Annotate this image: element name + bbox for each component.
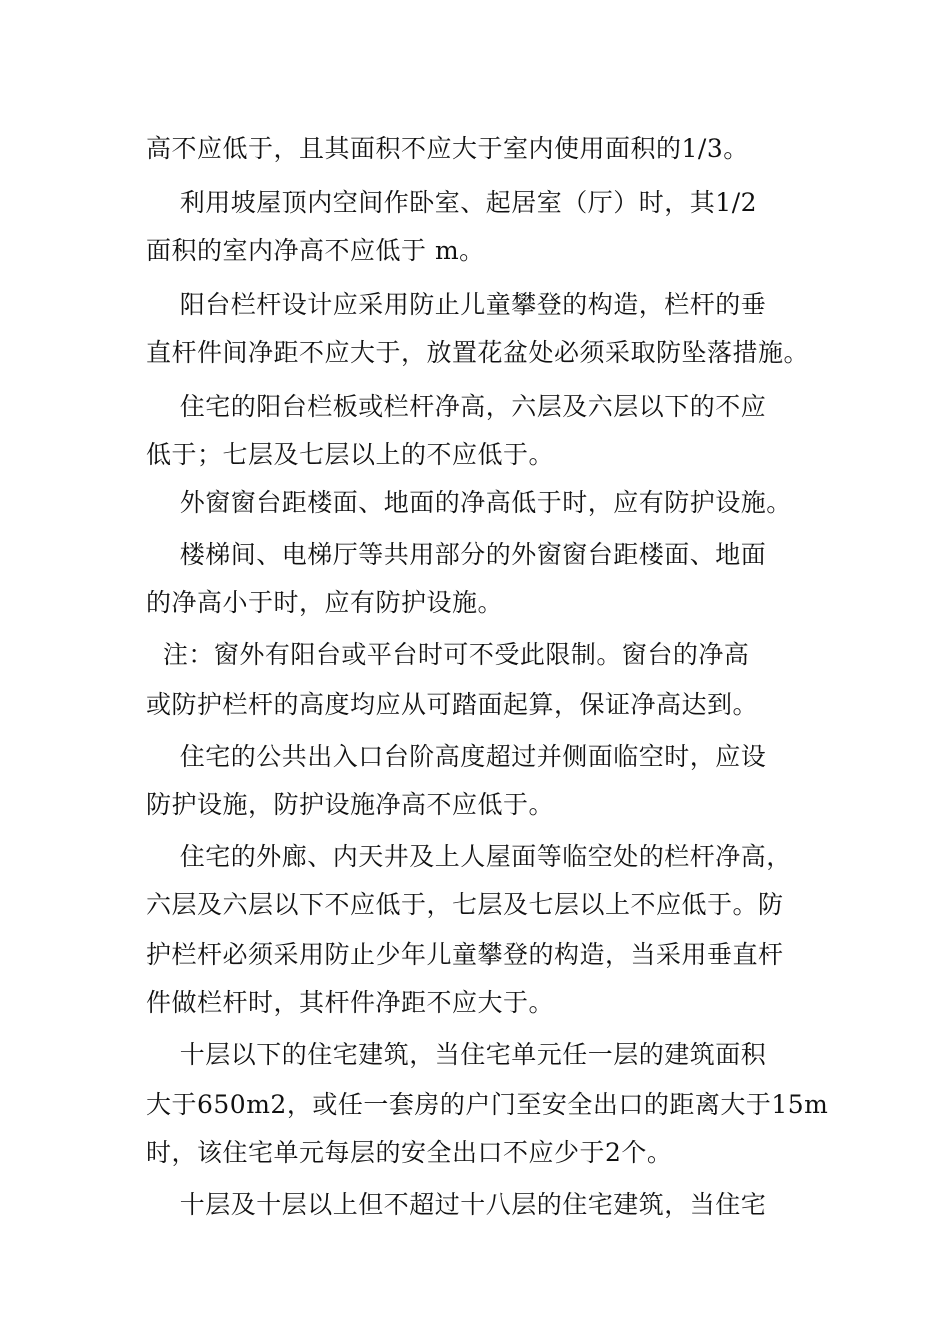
text-line: 直杆件间净距不应大于，放置花盆处必须采取防坠落措施。 xyxy=(146,338,810,367)
text-line: 的净高小于时，应有防护设施。 xyxy=(146,588,504,617)
text-line: 大于650m2，或任一套房的户门至安全出口的距离大于15m xyxy=(146,1090,829,1119)
text-line: 十层及十层以上但不超过十八层的住宅建筑，当住宅 xyxy=(146,1190,767,1219)
note-line: 或防护栏杆的高度均应从可踏面起算，保证净高达到。 xyxy=(146,690,759,719)
text-line: 利用坡屋顶内空间作卧室、起居室（厅）时，其1/2 xyxy=(146,188,758,217)
text-line: 楼梯间、电梯厅等共用部分的外窗窗台距楼面、地面 xyxy=(146,540,767,569)
text-line: 护栏杆必须采用防止少年儿童攀登的构造，当采用垂直杆 xyxy=(146,940,784,969)
text-line: 住宅的公共出入口台阶高度超过并侧面临空时，应设 xyxy=(146,742,767,771)
text-line: 十层以下的住宅建筑，当住宅单元任一层的建筑面积 xyxy=(146,1040,767,1069)
text-line: 六层及六层以下不应低于，七层及七层以上不应低于。防 xyxy=(146,890,784,919)
text-line: 高不应低于，且其面积不应大于室内使用面积的1/3。 xyxy=(146,134,749,163)
text-line: 阳台栏杆设计应采用防止儿童攀登的构造，栏杆的垂 xyxy=(146,290,767,319)
text-line: 件做栏杆时，其杆件净距不应大于。 xyxy=(146,988,555,1017)
text-line: 低于；七层及七层以上的不应低于。 xyxy=(146,440,555,469)
text-line: 时，该住宅单元每层的安全出口不应少于2个。 xyxy=(146,1138,673,1167)
text-line: 防护设施，防护设施净高不应低于。 xyxy=(146,790,555,819)
note-line: 注：窗外有阳台或平台时可不受此限制。窗台的净高 xyxy=(146,640,750,669)
text-line: 外窗窗台距楼面、地面的净高低于时，应有防护设施。 xyxy=(146,488,792,517)
text-line: 住宅的阳台栏板或栏杆净高，六层及六层以下的不应 xyxy=(146,392,767,421)
text-line: 住宅的外廊、内天井及上人屋面等临空处的栏杆净高， xyxy=(146,842,792,871)
text-line: 面积的室内净高不应低于 m。 xyxy=(146,236,485,265)
